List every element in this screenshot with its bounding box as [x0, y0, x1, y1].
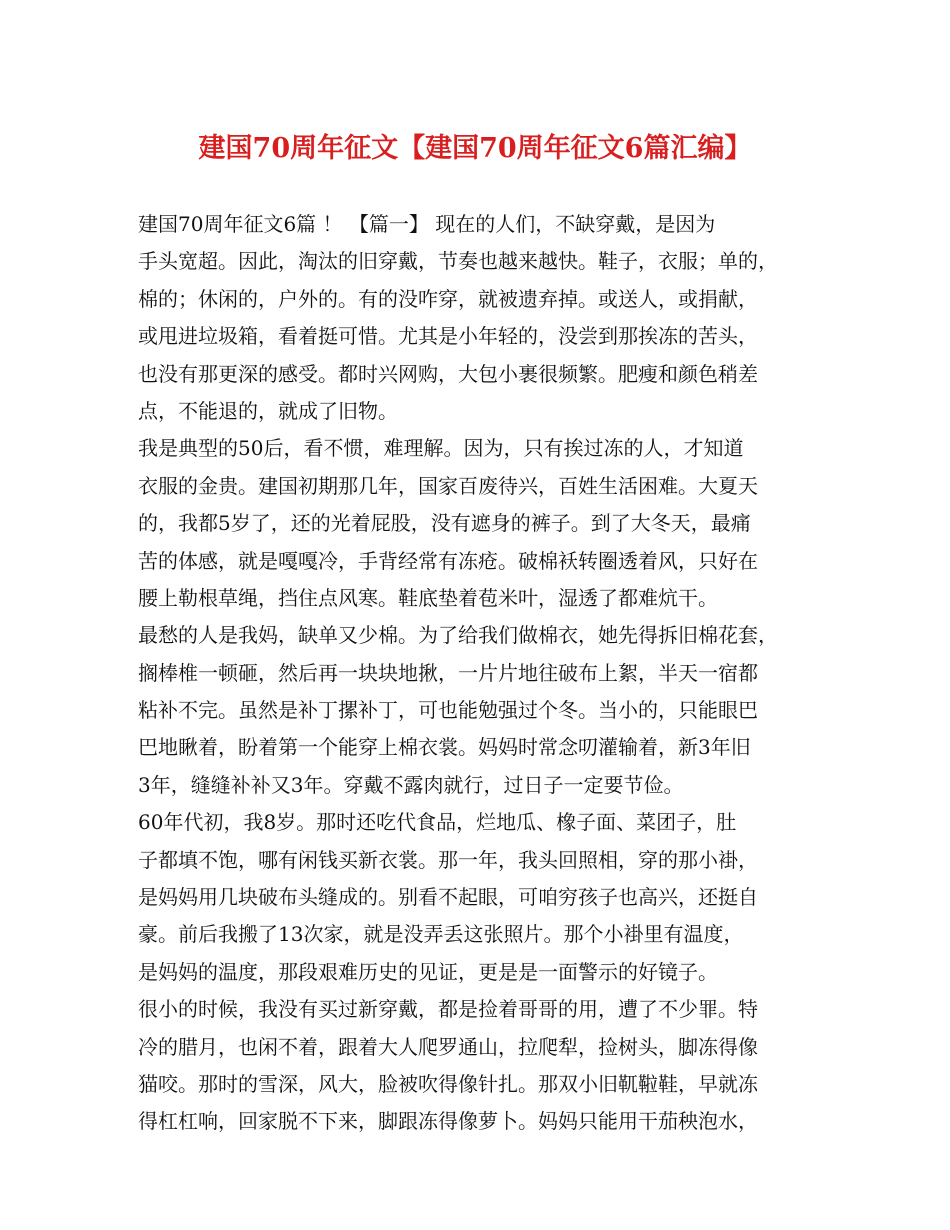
text-line: 手头宽超。因此，淘汰的旧穿戴，节奏也越来越快。鞋子，衣服；单的，	[138, 249, 778, 274]
text-line: 是妈妈的温度，那段艰难历史的见证，更是是一面警示的好镜子。	[138, 959, 718, 984]
text-line: 或甩进垃圾箱，看着挺可惜。尤其是小年轻的，没尝到那挨冻的苦头，	[138, 324, 758, 349]
text-line: 苦的体感，就是嘎嘎冷，手背经常有冻疮。破棉袄转圈透着风，只好在	[138, 548, 758, 573]
text-line: 很小的时候，我没有买过新穿戴，都是捡着哥哥的用，遭了不少罪。特	[138, 997, 758, 1022]
text-line: 3年，缝缝补补又3年。穿戴不露肉就行，过日子一定要节俭。	[138, 772, 684, 797]
text-line: 得杠杠响，回家脱不下来，脚跟冻得像萝卜。妈妈只能用干茄秧泡水，	[138, 1109, 758, 1134]
text-line: 豪。前后我搬了13次家，就是没弄丢这张照片。那个小褂里有温度，	[138, 922, 744, 947]
text-line: 是妈妈用几块破布头缝成的。别看不起眼，可咱穷孩子也高兴，还挺自	[138, 885, 758, 910]
text-line: 腰上勒根草绳，挡住点风寒。鞋底垫着苞米叶，湿透了都难炕干。	[138, 585, 718, 610]
text-line: 冷的腊月，也闲不着，跟着大人爬罗通山，拉爬犁，捡树头，脚冻得像	[138, 1034, 758, 1059]
text-line: 棉的；休闲的，户外的。有的没咋穿，就被遗弃掉。或送人，或捐献，	[138, 286, 758, 311]
text-line: 巴地瞅着，盼着第一个能穿上棉衣裳。妈妈时常念叨灌输着，新3年旧	[138, 735, 751, 760]
text-line: 的，我都5岁了，还的光着屁股，没有遮身的裤子。到了大冬天，最痛	[138, 511, 751, 536]
text-line: 衣服的金贵。建国初期那几年，国家百废待兴，百姓生活困难。大夏天	[138, 473, 758, 498]
text-line: 我是典型的50后，看不惯，难理解。因为，只有挨过冻的人，才知道	[138, 436, 744, 461]
text-line: 子都填不饱，哪有闲钱买新衣裳。那一年，我头回照相，穿的那小褂，	[138, 847, 758, 872]
text-line: 建国70周年征文6篇 ！ 【篇一】 现在的人们，不缺穿戴，是因为	[138, 212, 716, 236]
text-line: 粘补不完。虽然是补丁摞补丁，可也能勉强过个冬。当小的，只能眼巴	[138, 698, 758, 723]
text-line: 60年代初，我8岁。那时还吃代食品，烂地瓜、橡子面、菜团子，肚	[138, 810, 737, 835]
text-line: 也没有那更深的感受。都时兴网购，大包小裹很频繁。肥瘦和颜色稍差	[138, 361, 758, 386]
text-line: 最愁的人是我妈，缺单又少棉。为了给我们做棉衣，她先得拆旧棉花套，	[138, 623, 778, 648]
text-line: 猫咬。那时的雪深，风大，脸被吹得像针扎。那双小旧靰鞡鞋，早就冻	[138, 1071, 758, 1096]
text-line: 搁棒椎一顿砸，然后再一块块地揪，一片片地往破布上絮，半天一宿都	[138, 660, 758, 685]
document-body	[138, 206, 828, 1141]
document-title: 建国70周年征文【建国70周年征文6篇汇编】	[198, 133, 752, 164]
text-line: 点，不能退的，就成了旧物。	[138, 398, 398, 423]
